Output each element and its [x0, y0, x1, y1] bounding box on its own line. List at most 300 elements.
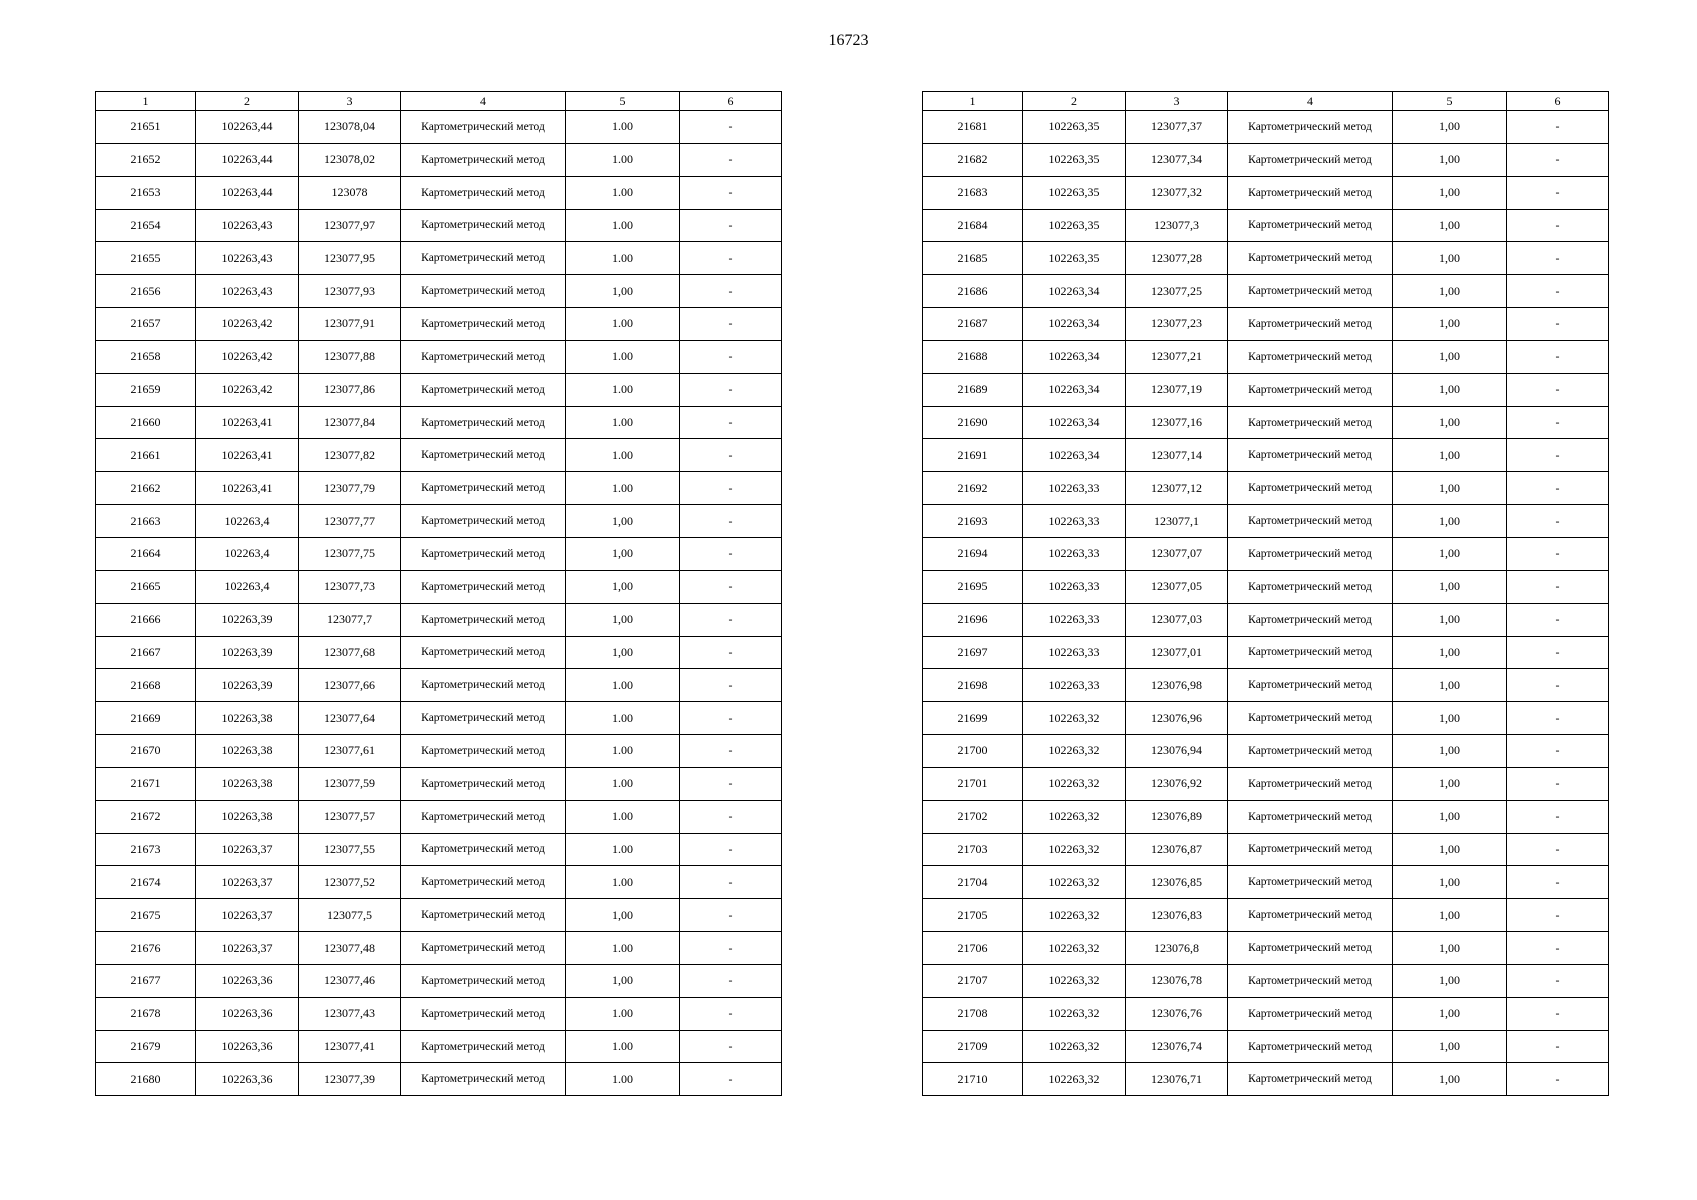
y-coordinate-cell: 123076,76	[1126, 997, 1228, 1030]
column-header-4: 4	[401, 92, 566, 111]
note-cell: -	[1507, 373, 1609, 406]
table-row	[923, 406, 1609, 439]
x-coordinate-cell: 102263,34	[1023, 308, 1126, 341]
column-header-6: 6	[680, 92, 782, 111]
table-row	[96, 1063, 782, 1096]
accuracy-cell: 1.00	[566, 439, 680, 472]
note-cell: -	[680, 1063, 782, 1096]
note-cell: -	[1507, 702, 1609, 735]
x-coordinate-cell: 102263,41	[196, 439, 299, 472]
accuracy-cell: 1,00	[1393, 899, 1507, 932]
x-coordinate-cell: 102263,36	[196, 1063, 299, 1096]
accuracy-cell: 1.00	[566, 833, 680, 866]
x-coordinate-cell: 102263,42	[196, 373, 299, 406]
y-coordinate-cell: 123078,04	[299, 111, 401, 144]
point-number-cell: 21704	[923, 866, 1023, 899]
method-cell: Картометрический метод	[401, 997, 566, 1030]
accuracy-cell: 1,00	[1393, 702, 1507, 735]
table-row	[923, 932, 1609, 965]
x-coordinate-cell: 102263,39	[196, 669, 299, 702]
x-coordinate-cell: 102263,32	[1023, 800, 1126, 833]
note-cell: -	[1507, 669, 1609, 702]
x-coordinate-cell: 102263,32	[1023, 1030, 1126, 1063]
note-cell: -	[1507, 176, 1609, 209]
note-cell: -	[680, 111, 782, 144]
accuracy-cell: 1,00	[1393, 570, 1507, 603]
accuracy-cell: 1.00	[566, 308, 680, 341]
point-number-cell: 21700	[923, 735, 1023, 768]
y-coordinate-cell: 123077,7	[299, 603, 401, 636]
note-cell: -	[1507, 111, 1609, 144]
accuracy-cell: 1.00	[566, 111, 680, 144]
method-cell: Картометрический метод	[401, 537, 566, 570]
method-cell: Картометрический метод	[401, 932, 566, 965]
note-cell: -	[1507, 406, 1609, 439]
method-cell: Картометрический метод	[1228, 308, 1393, 341]
point-number-cell: 21708	[923, 997, 1023, 1030]
accuracy-cell: 1,00	[1393, 964, 1507, 997]
method-cell: Картометрический метод	[401, 209, 566, 242]
accuracy-cell: 1,00	[1393, 439, 1507, 472]
x-coordinate-cell: 102263,32	[1023, 866, 1126, 899]
method-cell: Картометрический метод	[1228, 702, 1393, 735]
accuracy-cell: 1,00	[1393, 242, 1507, 275]
accuracy-cell: 1,00	[1393, 997, 1507, 1030]
method-cell: Картометрический метод	[401, 242, 566, 275]
accuracy-cell: 1.00	[566, 669, 680, 702]
table-row	[923, 242, 1609, 275]
accuracy-cell: 1,00	[566, 636, 680, 669]
point-number-cell: 21681	[923, 111, 1023, 144]
y-coordinate-cell: 123077,46	[299, 964, 401, 997]
y-coordinate-cell: 123077,1	[1126, 505, 1228, 538]
method-cell: Картометрический метод	[1228, 340, 1393, 373]
table-row	[96, 439, 782, 472]
table-row	[923, 308, 1609, 341]
table-row	[923, 1030, 1609, 1063]
y-coordinate-cell: 123077,61	[299, 735, 401, 768]
column-header-4: 4	[1228, 92, 1393, 111]
note-cell: -	[1507, 439, 1609, 472]
point-number-cell: 21688	[923, 340, 1023, 373]
y-coordinate-cell: 123076,74	[1126, 1030, 1228, 1063]
table-row	[96, 800, 782, 833]
x-coordinate-cell: 102263,32	[1023, 932, 1126, 965]
note-cell: -	[680, 899, 782, 932]
note-cell: -	[680, 767, 782, 800]
point-number-cell: 21672	[96, 800, 196, 833]
y-coordinate-cell: 123077,77	[299, 505, 401, 538]
note-cell: -	[680, 833, 782, 866]
accuracy-cell: 1,00	[1393, 373, 1507, 406]
point-number-cell: 21675	[96, 899, 196, 932]
table-row	[96, 373, 782, 406]
note-cell: -	[680, 964, 782, 997]
accuracy-cell: 1,00	[1393, 866, 1507, 899]
accuracy-cell: 1,00	[1393, 209, 1507, 242]
point-number-cell: 21698	[923, 669, 1023, 702]
accuracy-cell: 1,00	[1393, 767, 1507, 800]
table-row	[96, 735, 782, 768]
y-coordinate-cell: 123077,97	[299, 209, 401, 242]
point-number-cell: 21667	[96, 636, 196, 669]
note-cell: -	[1507, 143, 1609, 176]
method-cell: Картометрический метод	[1228, 242, 1393, 275]
point-number-cell: 21658	[96, 340, 196, 373]
accuracy-cell: 1.00	[566, 143, 680, 176]
accuracy-cell: 1.00	[566, 735, 680, 768]
point-number-cell: 21678	[96, 997, 196, 1030]
accuracy-cell: 1.00	[566, 866, 680, 899]
x-coordinate-cell: 102263,41	[196, 406, 299, 439]
point-number-cell: 21709	[923, 1030, 1023, 1063]
method-cell: Картометрический метод	[1228, 800, 1393, 833]
x-coordinate-cell: 102263,34	[1023, 275, 1126, 308]
method-cell: Картометрический метод	[401, 570, 566, 603]
x-coordinate-cell: 102263,32	[1023, 899, 1126, 932]
method-cell: Картометрический метод	[401, 1063, 566, 1096]
note-cell: -	[680, 702, 782, 735]
table-row	[96, 570, 782, 603]
x-coordinate-cell: 102263,38	[196, 702, 299, 735]
note-cell: -	[680, 242, 782, 275]
method-cell: Картометрический метод	[1228, 866, 1393, 899]
method-cell: Картометрический метод	[401, 866, 566, 899]
x-coordinate-cell: 102263,33	[1023, 472, 1126, 505]
y-coordinate-cell: 123077,3	[1126, 209, 1228, 242]
note-cell: -	[1507, 767, 1609, 800]
accuracy-cell: 1,00	[1393, 275, 1507, 308]
method-cell: Картометрический метод	[1228, 537, 1393, 570]
coordinates-table-right	[922, 91, 1609, 1096]
y-coordinate-cell: 123076,98	[1126, 669, 1228, 702]
method-cell: Картометрический метод	[1228, 406, 1393, 439]
note-cell: -	[680, 373, 782, 406]
point-number-cell: 21699	[923, 702, 1023, 735]
accuracy-cell: 1,00	[1393, 932, 1507, 965]
note-cell: -	[680, 472, 782, 505]
note-cell: -	[1507, 866, 1609, 899]
y-coordinate-cell: 123077,52	[299, 866, 401, 899]
y-coordinate-cell: 123077,95	[299, 242, 401, 275]
point-number-cell: 21694	[923, 537, 1023, 570]
accuracy-cell: 1,00	[1393, 1063, 1507, 1096]
x-coordinate-cell: 102263,38	[196, 735, 299, 768]
column-header-5: 5	[1393, 92, 1507, 111]
note-cell: -	[1507, 242, 1609, 275]
table-row	[96, 111, 782, 144]
note-cell: -	[1507, 209, 1609, 242]
note-cell: -	[680, 669, 782, 702]
table-row	[923, 176, 1609, 209]
y-coordinate-cell: 123077,32	[1126, 176, 1228, 209]
method-cell: Картометрический метод	[401, 964, 566, 997]
accuracy-cell: 1.00	[566, 176, 680, 209]
point-number-cell: 21676	[96, 932, 196, 965]
accuracy-cell: 1,00	[1393, 1030, 1507, 1063]
accuracy-cell: 1,00	[1393, 833, 1507, 866]
table-row	[96, 472, 782, 505]
y-coordinate-cell: 123077,28	[1126, 242, 1228, 275]
method-cell: Картометрический метод	[1228, 111, 1393, 144]
x-coordinate-cell: 102263,39	[196, 636, 299, 669]
accuracy-cell: 1,00	[566, 899, 680, 932]
note-cell: -	[1507, 932, 1609, 965]
y-coordinate-cell: 123077,68	[299, 636, 401, 669]
table-row	[923, 636, 1609, 669]
x-coordinate-cell: 102263,32	[1023, 767, 1126, 800]
point-number-cell: 21653	[96, 176, 196, 209]
accuracy-cell: 1,00	[1393, 603, 1507, 636]
x-coordinate-cell: 102263,38	[196, 800, 299, 833]
y-coordinate-cell: 123077,73	[299, 570, 401, 603]
point-number-cell: 21657	[96, 308, 196, 341]
table-row	[96, 308, 782, 341]
accuracy-cell: 1,00	[1393, 143, 1507, 176]
x-coordinate-cell: 102263,34	[1023, 340, 1126, 373]
header-row	[96, 92, 782, 111]
column-header-1: 1	[923, 92, 1023, 111]
x-coordinate-cell: 102263,32	[1023, 702, 1126, 735]
y-coordinate-cell: 123077,57	[299, 800, 401, 833]
column-header-2: 2	[1023, 92, 1126, 111]
note-cell: -	[680, 1030, 782, 1063]
table-row	[923, 866, 1609, 899]
y-coordinate-cell: 123077,21	[1126, 340, 1228, 373]
method-cell: Картометрический метод	[1228, 275, 1393, 308]
note-cell: -	[1507, 537, 1609, 570]
y-coordinate-cell: 123077,23	[1126, 308, 1228, 341]
y-coordinate-cell: 123076,89	[1126, 800, 1228, 833]
x-coordinate-cell: 102263,4	[196, 570, 299, 603]
table-row	[96, 866, 782, 899]
x-coordinate-cell: 102263,32	[1023, 964, 1126, 997]
y-coordinate-cell: 123077,19	[1126, 373, 1228, 406]
method-cell: Картометрический метод	[1228, 373, 1393, 406]
method-cell: Картометрический метод	[1228, 1063, 1393, 1096]
note-cell: -	[680, 308, 782, 341]
method-cell: Картометрический метод	[401, 702, 566, 735]
method-cell: Картометрический метод	[401, 800, 566, 833]
method-cell: Картометрический метод	[401, 472, 566, 505]
point-number-cell: 21651	[96, 111, 196, 144]
point-number-cell: 21706	[923, 932, 1023, 965]
y-coordinate-cell: 123077,59	[299, 767, 401, 800]
point-number-cell: 21671	[96, 767, 196, 800]
note-cell: -	[1507, 308, 1609, 341]
table-row	[923, 505, 1609, 538]
x-coordinate-cell: 102263,42	[196, 308, 299, 341]
y-coordinate-cell: 123078	[299, 176, 401, 209]
x-coordinate-cell: 102263,44	[196, 111, 299, 144]
y-coordinate-cell: 123077,93	[299, 275, 401, 308]
y-coordinate-cell: 123077,91	[299, 308, 401, 341]
table-row	[96, 1030, 782, 1063]
table-row	[96, 603, 782, 636]
note-cell: -	[1507, 340, 1609, 373]
page-number: 16723	[828, 32, 869, 49]
table-row	[923, 537, 1609, 570]
table-row	[96, 932, 782, 965]
table-row	[96, 669, 782, 702]
point-number-cell: 21701	[923, 767, 1023, 800]
x-coordinate-cell: 102263,44	[196, 143, 299, 176]
note-cell: -	[1507, 800, 1609, 833]
y-coordinate-cell: 123077,12	[1126, 472, 1228, 505]
y-coordinate-cell: 123076,71	[1126, 1063, 1228, 1096]
method-cell: Картометрический метод	[401, 439, 566, 472]
x-coordinate-cell: 102263,43	[196, 275, 299, 308]
note-cell: -	[680, 537, 782, 570]
accuracy-cell: 1,00	[566, 505, 680, 538]
point-number-cell: 21692	[923, 472, 1023, 505]
point-number-cell: 21693	[923, 505, 1023, 538]
table-row	[96, 636, 782, 669]
table-row	[96, 833, 782, 866]
accuracy-cell: 1.00	[566, 800, 680, 833]
table-row	[96, 964, 782, 997]
method-cell: Картометрический метод	[1228, 767, 1393, 800]
accuracy-cell: 1.00	[566, 767, 680, 800]
note-cell: -	[680, 439, 782, 472]
method-cell: Картометрический метод	[1228, 603, 1393, 636]
note-cell: -	[680, 735, 782, 768]
y-coordinate-cell: 123077,14	[1126, 439, 1228, 472]
point-number-cell: 21689	[923, 373, 1023, 406]
x-coordinate-cell: 102263,33	[1023, 603, 1126, 636]
note-cell: -	[680, 636, 782, 669]
x-coordinate-cell: 102263,34	[1023, 373, 1126, 406]
note-cell: -	[1507, 1063, 1609, 1096]
y-coordinate-cell: 123077,39	[299, 1063, 401, 1096]
point-number-cell: 21679	[96, 1030, 196, 1063]
x-coordinate-cell: 102263,33	[1023, 636, 1126, 669]
method-cell: Картометрический метод	[1228, 932, 1393, 965]
note-cell: -	[1507, 997, 1609, 1030]
table-row	[96, 242, 782, 275]
x-coordinate-cell: 102263,37	[196, 833, 299, 866]
note-cell: -	[1507, 472, 1609, 505]
y-coordinate-cell: 123077,01	[1126, 636, 1228, 669]
y-coordinate-cell: 123076,94	[1126, 735, 1228, 768]
note-cell: -	[680, 997, 782, 1030]
point-number-cell: 21696	[923, 603, 1023, 636]
table-row	[923, 373, 1609, 406]
table-row	[96, 767, 782, 800]
note-cell: -	[1507, 603, 1609, 636]
accuracy-cell: 1.00	[566, 702, 680, 735]
accuracy-cell: 1,00	[1393, 308, 1507, 341]
point-number-cell: 21707	[923, 964, 1023, 997]
note-cell: -	[680, 406, 782, 439]
note-cell: -	[1507, 964, 1609, 997]
accuracy-cell: 1,00	[1393, 111, 1507, 144]
table-row	[96, 275, 782, 308]
column-header-3: 3	[1126, 92, 1228, 111]
table-row	[96, 537, 782, 570]
table-row	[923, 833, 1609, 866]
y-coordinate-cell: 123077,84	[299, 406, 401, 439]
table-row	[96, 899, 782, 932]
header-row	[923, 92, 1609, 111]
method-cell: Картометрический метод	[1228, 899, 1393, 932]
accuracy-cell: 1,00	[1393, 636, 1507, 669]
note-cell: -	[680, 932, 782, 965]
accuracy-cell: 1.00	[566, 209, 680, 242]
point-number-cell: 21705	[923, 899, 1023, 932]
accuracy-cell: 1.00	[566, 1030, 680, 1063]
point-number-cell: 21664	[96, 537, 196, 570]
point-number-cell: 21702	[923, 800, 1023, 833]
y-coordinate-cell: 123076,87	[1126, 833, 1228, 866]
accuracy-cell: 1,00	[566, 570, 680, 603]
method-cell: Картометрический метод	[401, 373, 566, 406]
y-coordinate-cell: 123077,37	[1126, 111, 1228, 144]
y-coordinate-cell: 123077,88	[299, 340, 401, 373]
y-coordinate-cell: 123077,03	[1126, 603, 1228, 636]
y-coordinate-cell: 123077,64	[299, 702, 401, 735]
method-cell: Картометрический метод	[401, 636, 566, 669]
x-coordinate-cell: 102263,41	[196, 472, 299, 505]
accuracy-cell: 1.00	[566, 373, 680, 406]
accuracy-cell: 1,00	[1393, 800, 1507, 833]
x-coordinate-cell: 102263,35	[1023, 242, 1126, 275]
y-coordinate-cell: 123076,92	[1126, 767, 1228, 800]
x-coordinate-cell: 102263,4	[196, 537, 299, 570]
table-row	[96, 209, 782, 242]
method-cell: Картометрический метод	[1228, 997, 1393, 1030]
x-coordinate-cell: 102263,33	[1023, 505, 1126, 538]
x-coordinate-cell: 102263,36	[196, 997, 299, 1030]
table-row	[923, 964, 1609, 997]
y-coordinate-cell: 123076,83	[1126, 899, 1228, 932]
note-cell: -	[1507, 570, 1609, 603]
table-row	[923, 570, 1609, 603]
y-coordinate-cell: 123077,34	[1126, 143, 1228, 176]
y-coordinate-cell: 123077,82	[299, 439, 401, 472]
table-row	[96, 997, 782, 1030]
method-cell: Картометрический метод	[401, 308, 566, 341]
point-number-cell: 21685	[923, 242, 1023, 275]
accuracy-cell: 1.00	[566, 997, 680, 1030]
y-coordinate-cell: 123076,8	[1126, 932, 1228, 965]
y-coordinate-cell: 123077,5	[299, 899, 401, 932]
y-coordinate-cell: 123077,43	[299, 997, 401, 1030]
table-row	[923, 209, 1609, 242]
x-coordinate-cell: 102263,36	[196, 1030, 299, 1063]
x-coordinate-cell: 102263,35	[1023, 111, 1126, 144]
point-number-cell: 21662	[96, 472, 196, 505]
y-coordinate-cell: 123077,48	[299, 932, 401, 965]
accuracy-cell: 1,00	[1393, 340, 1507, 373]
accuracy-cell: 1,00	[1393, 669, 1507, 702]
accuracy-cell: 1.00	[566, 1063, 680, 1096]
table-row	[923, 669, 1609, 702]
x-coordinate-cell: 102263,35	[1023, 176, 1126, 209]
method-cell: Картометрический метод	[401, 1030, 566, 1063]
method-cell: Картометрический метод	[401, 735, 566, 768]
x-coordinate-cell: 102263,43	[196, 242, 299, 275]
method-cell: Картометрический метод	[401, 406, 566, 439]
table-row	[96, 143, 782, 176]
x-coordinate-cell: 102263,4	[196, 505, 299, 538]
y-coordinate-cell: 123077,16	[1126, 406, 1228, 439]
column-header-1: 1	[96, 92, 196, 111]
method-cell: Картометрический метод	[1228, 735, 1393, 768]
method-cell: Картометрический метод	[1228, 964, 1393, 997]
y-coordinate-cell: 123078,02	[299, 143, 401, 176]
table-row	[923, 735, 1609, 768]
